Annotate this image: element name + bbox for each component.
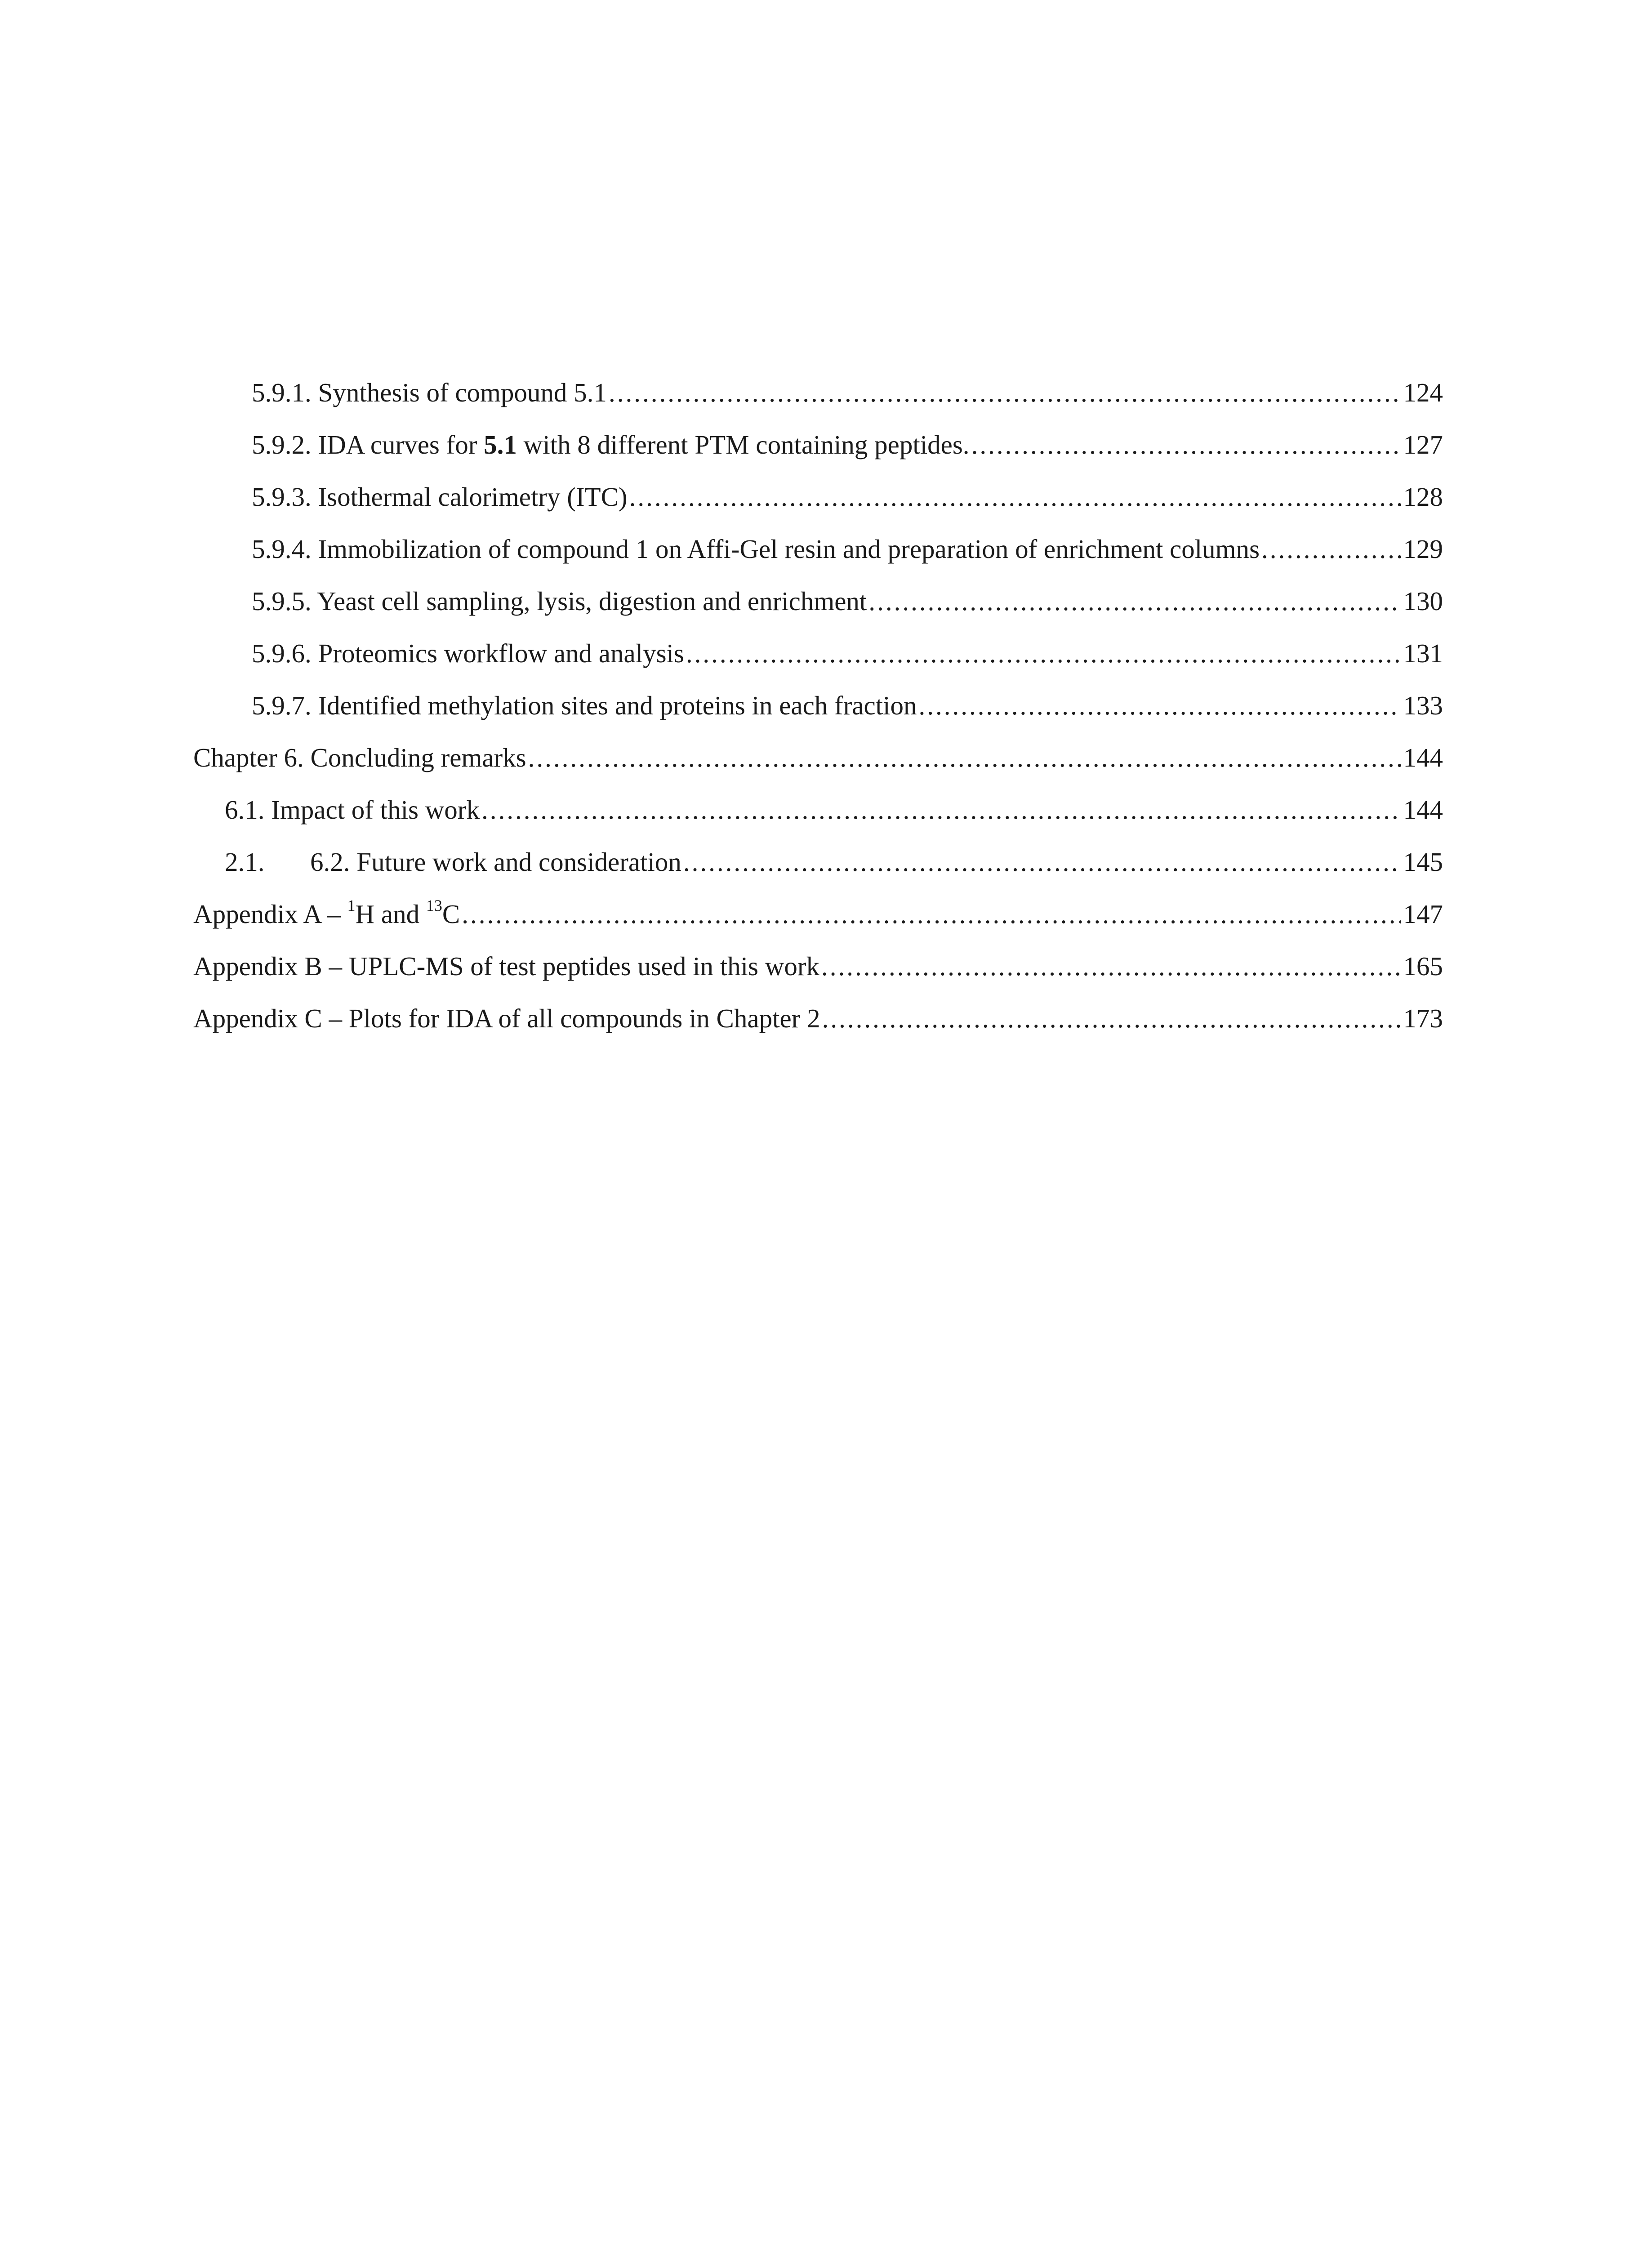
toc-entry-title: 5.9.5. Yeast cell sampling, lysis, digestion and enrichment [252,586,867,616]
toc-entry-title: Appendix B – UPLC-MS of test peptides used in this work [193,951,820,981]
toc-entry-title: Appendix C – Plots for IDA of all compounds in Chapter 2 [193,1004,820,1033]
toc-entry-title: 5.9.2. IDA curves for 5.1 with 8 different PTM containing peptides. [252,430,970,459]
table-of-contents [193,366,1443,1044]
toc-entry[interactable] [193,627,1443,679]
toc-page-number: 144 [1403,743,1443,772]
toc-entry[interactable] [193,366,1443,419]
dot-leader [971,419,1401,471]
toc-entry-title: 2.1. 6.2. Future work and consideration [225,836,681,888]
toc-entry[interactable] [193,575,1443,627]
toc-page-number: 173 [1403,1004,1443,1033]
toc-entry-title: 6.1. Impact of this work [225,795,480,825]
dot-leader [868,575,1400,627]
toc-entry[interactable] [193,731,1443,784]
toc-page-number: 124 [1403,378,1443,407]
toc-entry[interactable] [193,679,1443,731]
toc-entry[interactable] [193,523,1443,575]
toc-page-number: 147 [1403,899,1443,929]
toc-page-number: 165 [1403,951,1443,981]
toc-entry[interactable] [193,784,1443,836]
dot-leader [822,992,1401,1044]
toc-entry[interactable] [193,471,1443,523]
toc-entry-title: Appendix A – $^1$H and $^{13}$C [193,897,460,929]
toc-page-number: 131 [1403,638,1443,668]
toc-number-prefix: 2.1. [225,847,265,877]
toc-entry-title: 5.9.7. Identified methylation sites and proteins in each fraction [252,691,917,720]
dot-leader [629,471,1401,523]
dot-leader [821,940,1400,992]
toc-entry-title: 5.9.1. Synthesis of compound 5.1 [252,378,607,407]
toc-page-number: 128 [1403,482,1443,512]
dot-leader [1261,523,1400,575]
toc-entry-title: 5.9.3. Isothermal calorimetry (ITC) [252,482,628,512]
toc-entry[interactable] [193,888,1443,940]
toc-entry[interactable] [193,419,1443,471]
dot-leader [609,366,1401,419]
toc-entry-title: Chapter 6. Concluding remarks [193,743,526,772]
toc-page-number: 145 [1403,847,1443,877]
dot-leader [462,888,1400,940]
dot-leader [528,731,1401,784]
toc-entry-title: 5.9.4. Immobilization of compound 1 on Affi-Gel resin and preparation of enrichment columns [252,534,1260,564]
toc-entry[interactable] [193,992,1443,1044]
superscript: 13 [426,897,442,915]
toc-page-number: 127 [1403,430,1443,459]
dot-leader [683,836,1401,888]
toc-page-number: 133 [1403,691,1443,720]
dot-leader [481,784,1401,836]
superscript: 1 [347,897,356,915]
toc-page-number: 130 [1403,586,1443,616]
compound-number: 5.1 [484,430,517,459]
toc-entry[interactable] [193,940,1443,992]
dot-leader [919,679,1401,731]
dot-leader [686,627,1401,679]
toc-entry[interactable] [193,836,1443,888]
toc-page-number: 129 [1403,534,1443,564]
toc-page-number: 144 [1403,795,1443,825]
toc-entry-title: 5.9.6. Proteomics workflow and analysis [252,638,684,668]
